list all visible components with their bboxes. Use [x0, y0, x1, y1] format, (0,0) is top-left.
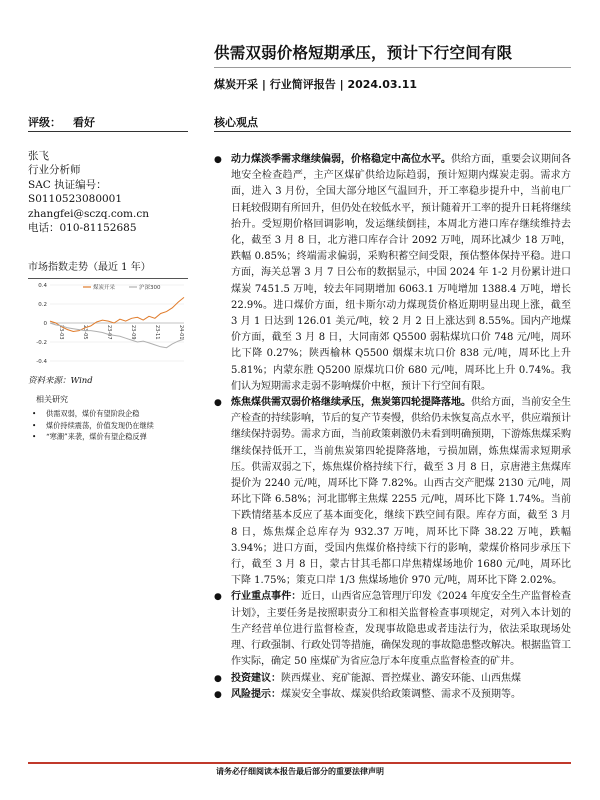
analyst-info: [28, 149, 149, 235]
bullet-icon: ●: [214, 673, 222, 684]
related-title: 相关研究: [36, 395, 68, 404]
chart-divider: [28, 278, 188, 279]
subtitle-sep: |: [339, 78, 344, 91]
bullet-icon: ●: [214, 155, 222, 165]
bullet-icon: ●: [214, 398, 222, 409]
series-line: [50, 297, 184, 331]
analyst-name: 张飞: [28, 150, 49, 162]
section-title: 核心观点: [214, 116, 258, 129]
report-title: 供需双弱价格短期承压，预计下行空间有限: [214, 44, 513, 62]
bullet-icon: ●: [214, 689, 222, 700]
chart-title: 市场指数走势（最近 1 年）: [28, 262, 151, 273]
related-item[interactable]: • 煤价持续震荡，价值发现仍在继续: [36, 420, 154, 432]
subtitle-industry: 煤炭开采: [214, 78, 258, 91]
point-text: 陕西煤业、兖矿能源、晋控煤业、潞安环能、山西焦煤: [281, 672, 521, 684]
x-tick-label: 23-03: [58, 325, 64, 340]
analyst-role: 行业分析师: [28, 164, 81, 177]
point-item: [214, 395, 571, 589]
rating: [28, 114, 95, 130]
point-item: [214, 152, 571, 395]
related-list: [36, 408, 154, 443]
point-text: 煤炭安全事故、煤炭供给政策调整、需求不及预期等。: [281, 688, 521, 700]
x-tick-label: 23-05: [82, 325, 88, 340]
point-item: [214, 589, 571, 670]
x-tick-label: 23-07: [106, 325, 112, 340]
point-highlight: 风险提示：: [231, 688, 281, 700]
point-text: 近日，山西省应急管理厅印发《2024 年度安全生产监督检查计划》，主要任务是按照职责分工和相关监督检查事项规定，对列入本计划的生产经营单位进行监督检查，发现事故隐患或者违法行为，依法采取现场处理、行政强制、行政处罚等措施，确保发现的事故隐患整改解决。根据监管工作实际，确定 50 座煤矿为省应急厅本年度重点监督检查的矿井。: [231, 591, 571, 668]
point-highlight: 炼焦煤供需双弱价格继续承压，焦炭第四轮提降落地。: [231, 397, 471, 409]
related-item[interactable]: • 供需双弱，煤价有望阶段企稳: [36, 408, 154, 420]
right-divider: [214, 131, 571, 132]
footer-divider: [28, 762, 571, 764]
x-tick-label: 23-11: [154, 325, 160, 340]
related-item[interactable]: • “寒潮”来袭，煤价有望企稳反弹: [36, 431, 154, 443]
report-subtitle: [214, 76, 417, 92]
analyst-sac-no: S0110523080001: [28, 193, 123, 206]
x-tick-label: 24-01: [178, 325, 184, 340]
point-item: [214, 671, 571, 687]
subtitle-sep: |: [261, 78, 266, 91]
point-text: 供给方面，重要会议期间各地安全检查趋严，主产区煤矿供给边际趋弱，预计短期内煤炭走弱。需求方面，进入 3 月份，全国大部分地区气温回升，开工率稳步提升中，当前电厂日耗较假期有所回升，但仍处在较低水平，预计随着开工率的提升日耗将继续抬升。受短期价格回调影响，发运继续倒挂，本周北方港口库存继续维持去化，截至 3 月 8 日，北方港口库存合计 2092 万吨，周环比减少 18 万吨，跌幅 0.85%；终端需求偏弱，采购积蓄空间受限，预估整体保持平稳。进口方面，海关总署 3 月 7 日公布的数据显示，中国 2024 年 1-2 月份累计进口煤炭 7451.5 万吨，较去年同期增加 6063.1 万吨增加 1388.4 万吨，增长 22.9%。进口煤价方面，纽卡斯尔动力煤现货价格近期明显出现上涨，截至 3 月 1 日达到 126.01 美元/吨，较 2 月 2 日上涨达到 8.55%。国内产地煤价方面，截至 3 月 8 日，大同南郊 Q5500 弱粘煤坑口价 748 元/吨，周环比下降 0.27%；陕西榆林 Q5500 烟煤末坑口价 838 元/吨，周环比上升 5.81%；内蒙东胜 Q5200 原煤坑口价 680 元/吨，周环比上升 0.74%。我们认为短期需求走弱不影响煤价中枢，预计下行空间有限。: [231, 154, 571, 392]
point-text: 供给方面，当前安全生产检查的持续影响，节后的复产节奏慢，供给仍未恢复高点水平，供应端预计继续保持弱势。需求方面，当前政策刺激仍未看到明确预期，下游炼焦煤采购继续保持低开工，当前焦炭第四轮提降落地，亏损加剧，炼焦煤需求短期承压。供需双弱之下，炼焦煤价格持续下行，截至 3 月 8 日，京唐港主焦煤库提价为 2240 元/吨，周环比下降 7.82%。山西古交产肥煤 2130 元/吨，周环比下降 6.58%；河北邯郸主焦煤 2255 元/吨，周环比下降 1.74%。当前下跌情绪基本反应了基本面变化，继续下跌空间有限。库存方面，截至 3 月 8 日，炼焦煤企总库存为 932.37 万吨，周环比下降 38.22 万吨，跌幅 3.94%；进口方面，受国内焦煤价格持续下行的影响，蒙煤价格同步承压下行，截至 3 月 8 日，蒙古甘其毛都口岸焦精煤场地价 1680 元/吨，周环比下降 1.75%；策克口岸 1/3 焦煤场地价 970 元/吨，周环比下降 2.02%。: [231, 397, 571, 587]
point-item: [214, 687, 571, 703]
point-highlight: 投资建议：: [231, 672, 281, 684]
left-divider: [28, 131, 188, 132]
x-tick-label: 23-09: [130, 325, 136, 340]
y-tick-label: 0.4: [38, 283, 47, 290]
analyst-phone: 电话：010-81152685: [28, 222, 137, 235]
y-tick-label: -0.4: [36, 359, 47, 366]
subtitle-date: 2024.03.11: [347, 78, 418, 91]
series-line: [50, 323, 184, 348]
rating-label: 评级：: [28, 116, 61, 129]
footer-disclaimer: 请务必仔细阅读本报告最后部分的重要法律声明: [216, 766, 384, 776]
source-note: 资料来源：Wind: [28, 376, 93, 386]
header-divider: [214, 67, 571, 68]
legend-label: 煤炭开采: [93, 285, 116, 291]
point-highlight: 行业重点事件：: [231, 591, 302, 603]
bullet-icon: ●: [214, 592, 222, 603]
market-index-chart: [28, 281, 188, 366]
y-tick-label: 0: [43, 321, 47, 328]
analyst-email[interactable]: zhangfei@sczq.com.cn: [28, 207, 149, 220]
analyst-sac-label: SAC 执证编号：: [28, 178, 107, 191]
rating-value: 看好: [73, 116, 95, 129]
point-highlight: 动力煤淡季需求继续偏弱，价格稳定中高位水平。: [231, 154, 451, 165]
core-points: [214, 152, 571, 703]
y-tick-label: 0.2: [38, 302, 47, 309]
subtitle-type: 行业简评报告: [269, 78, 336, 91]
y-tick-label: -0.2: [36, 340, 47, 347]
legend-label: 沪深300: [139, 285, 161, 291]
